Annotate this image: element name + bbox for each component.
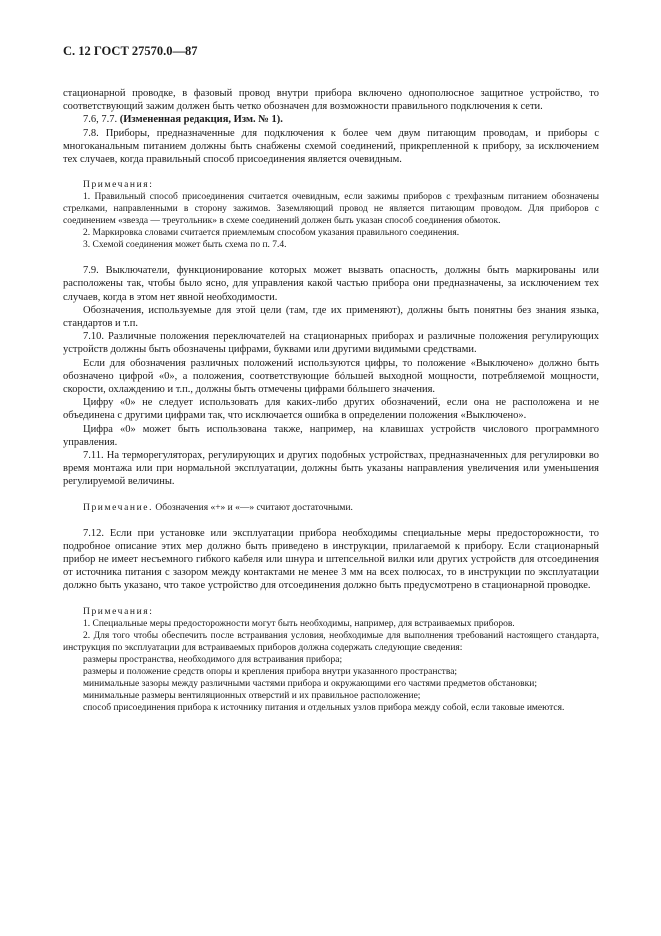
- notes-3-item: 1. Специальные меры предосторожности могут быть необходимы, например, для встраиваемых приборов.: [83, 618, 515, 629]
- paragraph-7-10: 7.10. Различные положения переключателей на стационарных приборах и различные положения регулирующих устройств должны быть обозначены цифрами, буквами или другими видимыми средствами.: [63, 331, 599, 356]
- paragraph-7-9-2: Обозначения, используемые для этой цели (там, где их применяют), должны быть понятны без знания языка, стандартов и т.п.: [63, 304, 599, 330]
- notes-3-item: размеры пространства, необходимого для встраивания прибора;: [83, 654, 343, 665]
- note-2-title: Примечание.: [83, 502, 154, 513]
- note-2: [63, 502, 599, 514]
- document-page: [63, 44, 599, 714]
- notes-3-title: Примечания:: [83, 606, 154, 617]
- notes-1-title: Примечания:: [83, 180, 154, 191]
- notes-1-item: 2. Маркировка словами считается приемлемым способом указания правильного соединения.: [83, 228, 460, 239]
- note-2-text: Обозначения «+» и «—» считают достаточными.: [155, 502, 353, 513]
- paragraph-7-6: [63, 113, 599, 126]
- notes-1-item: 1. Правильный способ присоединения считается очевидным, если зажимы приборов с трехфазным питанием обозначены стрелками, направленными в сторону зажимов. Заземляющий провод не является питающим проводом. Для приборов с соединением «звезда — треугольник» в схеме соединений должен быть указан способ соединения обмоток.: [63, 192, 599, 227]
- paragraph-7-10-4: Цифра «0» может быть использована также, например, на клавишах устройств числового программного управления.: [63, 423, 599, 448]
- notes-3-item: минимальные размеры вентиляционных отверстий и их правильное расположение;: [83, 690, 421, 701]
- paragraph-7-6-number: 7.6, 7.7.: [83, 114, 118, 126]
- paragraph-7-12: 7.12. Если при установке или эксплуатации прибора необходимы специальные меры предосторожности, то подробное описание этих мер должно быть приведено в инструкции, прилагаемой к прибору. Если стационарный прибор не имеет несъемного гибкого кабеля или шнура и штепсельной вилки или других устройств для отсоединения от источника питания с зазором между контактами не менее 3 мм на всех полюсах, то в инструкции по эксплуатации должно быть указано, что такое устройство для отсоединения должно быть предусмотрено в стационарной проводке.: [63, 527, 599, 592]
- notes-3-item: способ присоединения прибора к источнику питания и отдельных узлов прибора между собой, если таковые имеются.: [83, 702, 565, 713]
- paragraph-7-10-3: Цифру «0» не следует использовать для каких-либо других обозначений, если она не расположена и не объединена с другими цифрами так, что исключается ошибка в определении положения «Выключено».: [63, 397, 599, 422]
- notes-3-item: 2. Для того чтобы обеспечить после встраивания условия, необходимые для выполнения требований настоящего стандарта, инструкция по эксплуатации для встраиваемых приборов должна содержать следующие сведения:: [63, 630, 599, 653]
- paragraph-7-8: 7.8. Приборы, предназначенные для подключения к более чем двум питающим проводам, и приборы с многоканальным питанием должны быть снабжены схемой соединений, прикрепленной к прибору, за исключением тех случаев, когда правильный способ присоединения является очевидным.: [63, 127, 599, 166]
- paragraph-continuation: стационарной проводке, в фазовый провод внутри прибора включено однополюсное защитное устройство, то соответствующий зажим должен быть четко обозначен для возможности правильного подключения к сети.: [63, 88, 599, 113]
- notes-1-item: 3. Схемой соединения может быть схема по п. 7.4.: [83, 240, 287, 251]
- notes-3-item: размеры и положение средств опоры и крепления прибора внутри указанного пространства;: [83, 666, 458, 677]
- paragraph-7-9: 7.9. Выключатели, функционирование которых может вызвать опасность, должны быть маркированы или расположены так, чтобы было ясно, для управления какой частью прибора они предназначены, за исключением тех случаев, когда в этом нет явной необходимости.: [63, 265, 599, 303]
- page-header: С. 12 ГОСТ 27570.0—87: [63, 44, 198, 58]
- paragraph-7-10-2: Если для обозначения различных положений используются цифры, то положение «Выключено» должно быть обозначено цифрой «0», а положения, соответствующие бóльшей выходной мощности, потребляемой мощности, скорости, охлаждению и т.п., должны быть отмечены цифрами бóльшего значения.: [63, 357, 599, 396]
- paragraph-7-6-text: (Измененная редакция, Изм. № 1).: [119, 114, 283, 126]
- notes-3-item: минимальные зазоры между различными частями прибора и окружающими его частями предметов обстановки;: [83, 678, 537, 689]
- paragraph-7-11: 7.11. На терморегуляторах, регулирующих и других подобных устройствах, предназначенных для регулировки во время монтажа или при нормальной эксплуатации, должны быть указаны направления увеличения или уменьшения регулируемой величины.: [63, 450, 599, 488]
